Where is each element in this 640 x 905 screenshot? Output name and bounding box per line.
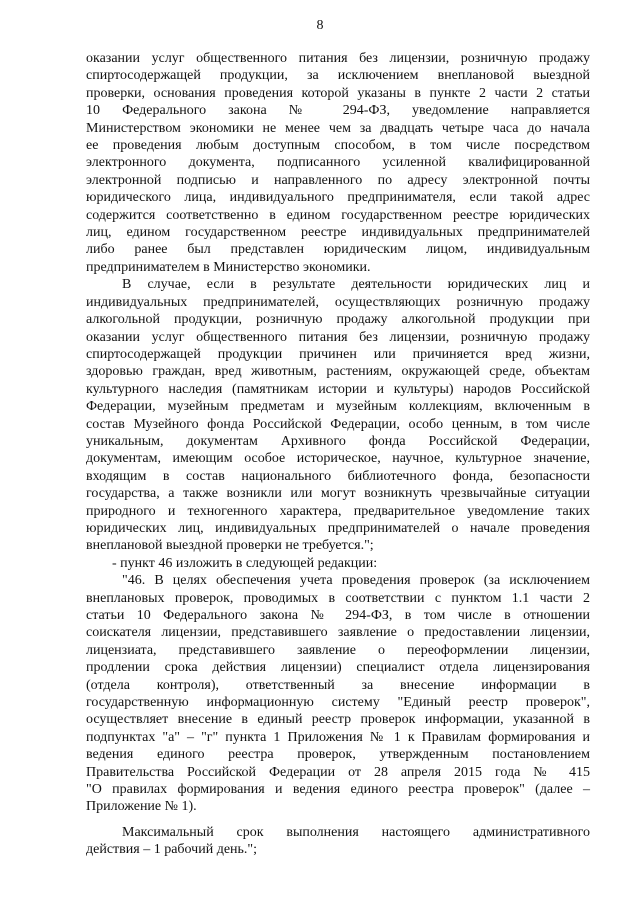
text-line: государства, а также возникли или могут возникнуть чрезвычайные ситуации [86,486,590,502]
page-number: 8 [316,18,324,33]
text-line: осуществляет внесение в единый реестр проверок информации, указанной в [86,712,590,728]
text-line: статьи 10 Федерального закона № 294-ФЗ, в том числе в отношении [86,608,590,623]
text-line: Правительства Российской Федерации от 28 апреля 2015 года № 415 [86,764,590,780]
text-line: документам, имеющим особое историческое, научное, культурное значение, [86,451,590,467]
paragraph-4 [86,572,590,816]
text-line: "О правилах формирования и ведения единого реестра проверок" (далее – [86,782,590,798]
paragraph-gap [86,816,590,824]
text-line: действия – 1 рабочий день."; [86,842,258,858]
text-line: подпунктах "а" – "г" пункта 1 Приложения № 1 к Правилам формирования и [86,729,590,745]
text-line: (отдела контроля), ответственный за внесение информации в [86,677,590,693]
text-line: спиртосодержащей продукции, за исключением внеплановой выездной [86,68,590,84]
text-line: здоровью граждан, вред животным, растениям, окружающей среде, объектам [86,364,590,380]
text-line: продлении срока действия лицензии) специалист отдела лицензирования [86,660,590,676]
text-line: юридического лица, индивидуального предпринимателя, если такой адрес [86,190,590,206]
paragraph-1 [86,50,590,276]
paragraph-2 [86,276,590,555]
text-line: В случае, если в результате деятельности юридических лиц и [122,277,590,293]
text-line: культурного наследия (памятникам истории и культуры) народов Российской [86,381,590,397]
text-line: содержится соответственно в едином государственном реестре юридических [86,207,590,223]
text-line: Приложение № 1). [86,799,197,815]
text-line: алкогольной продукции, розничную продажу алкогольной продукции при [86,312,590,328]
text-line: Федерации, музейным предметам и музейным коллекциям, включенным в [86,399,590,415]
text-line: оказании услуг общественного питания без лицензии, розничную продажу [86,329,590,345]
text-line: спиртосодержащей продукции причинен или причиняется вред жизни, [86,346,590,362]
text-line: 10 Федерального закона № 294-ФЗ, уведомление направляется [86,103,590,119]
text-line: Министерством экономики не менее чем за двадцать четыре часа до начала [86,120,590,136]
text-line: электронного документа, подписанного усиленной квалифицированной [86,155,590,171]
text-line: уникальным, документам Архивного фонда Российской Федерации, [86,433,590,449]
text-line: соискателя лицензии, представившего заявление о предоставлении лицензии, [86,625,590,641]
text-line: проверки, основания проведения которой указаны в пункте 2 части 2 статьи [86,85,590,101]
text-line: Максимальный срок выполнения настоящего административного [122,824,590,840]
text-line: состав Музейного фонда Российской Федерации, особо ценным, в том числе [86,416,590,432]
text-line: внеплановой выездной проверки не требуется."; [86,538,374,554]
text-line: оказании услуг общественного питания без лицензии, розничную продажу [86,51,590,66]
text-line: ведения единого реестра проверок, утвержденным постановлением [86,747,590,763]
text-line: внеплановых проверок, проводимых в соответствии с пунктом 1.1 части 2 [86,590,590,606]
text-line: либо ранее был представлен юридическим лицом, индивидуальным [86,242,590,258]
text-line: "46. В целях обеспечения учета проведения проверок (за исключением [122,573,590,589]
text-line: электронной подписью и направленного по адресу электронной почты [86,172,590,188]
text-line: природного и техногенного характера, предварительное уведомление таких [86,503,590,519]
paragraph-5 [86,824,590,859]
text-line: предпринимателем в Министерство экономики. [86,259,371,275]
text-line: лицензиата, представившего заявление о переоформлении лицензии, [86,642,590,658]
text-line: индивидуальных предпринимателей, осуществляющих розничную продажу [86,294,590,310]
text-line: ее проведения любым доступным способом, в том числе посредством [86,138,590,154]
text-line: государственную информационную систему "Единый реестр проверок", [86,695,590,711]
paragraph-3 [86,555,590,572]
text-line: - пункт 46 изложить в следующей редакции: [112,555,378,571]
text-line: входящим в состав национального библиотечного фонда, безопасности [86,468,590,484]
text-line: юридических лиц, индивидуальных предпринимателей о начале проведения [86,520,590,536]
text-line: лиц, едином государственном реестре индивидуальных предпринимателей [86,225,590,241]
document-body [86,50,590,859]
